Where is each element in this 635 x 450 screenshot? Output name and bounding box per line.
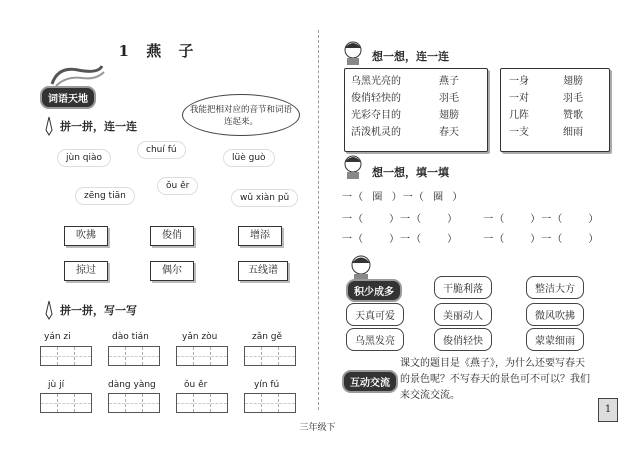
exchange-badge: 互动交流 bbox=[342, 370, 398, 393]
thought-bubble: 我能把相对应的音节和词语连起来。 bbox=[182, 94, 300, 136]
pen-icon bbox=[44, 300, 54, 320]
footer: 三年级下 bbox=[299, 423, 336, 433]
write-pinyin: dàng yàng bbox=[108, 380, 156, 390]
word-box: 增添 bbox=[238, 226, 282, 246]
word-box: 俊俏 bbox=[150, 226, 194, 246]
word-box: 吹拂 bbox=[64, 226, 108, 246]
writing-grid[interactable] bbox=[244, 393, 296, 413]
word-box: 五线谱 bbox=[238, 261, 288, 281]
connect-row: 俊俏轻快的 羽毛 bbox=[351, 93, 459, 104]
pinyin-cloud: wǔ xiàn pǔ bbox=[232, 190, 297, 206]
idiom-card: 干脆利落 bbox=[434, 276, 492, 299]
write-pinyin: dào tián bbox=[112, 332, 149, 342]
idiom-card: 整洁大方 bbox=[526, 276, 584, 299]
pinyin-cloud: zēng tiān bbox=[76, 188, 134, 204]
pen-icon bbox=[44, 116, 54, 136]
word-box: 掠过 bbox=[64, 261, 108, 281]
connect-row: 一对 羽毛 bbox=[509, 93, 583, 104]
idiom-card: 乌黑发亮 bbox=[346, 328, 404, 351]
page-title: 1 燕 子 bbox=[118, 42, 200, 60]
pinyin-cloud: chuí fú bbox=[138, 142, 185, 158]
idiom-card: 微风吹拂 bbox=[526, 303, 584, 326]
connect-row: 乌黑光亮的 燕子 bbox=[351, 76, 459, 87]
writing-grid[interactable] bbox=[244, 346, 296, 366]
writing-grid[interactable] bbox=[176, 346, 228, 366]
write-pinyin: jù jí bbox=[48, 380, 65, 390]
writing-grid[interactable] bbox=[40, 346, 92, 366]
student-icon bbox=[341, 154, 365, 180]
word-box: 偶尔 bbox=[150, 261, 194, 281]
fill-row: 一（ ）一（ ） 一（ ）一（ ） bbox=[342, 214, 600, 225]
pinyin-cloud: jùn qiào bbox=[58, 150, 110, 166]
writing-grid[interactable] bbox=[40, 393, 92, 413]
connect-box-left bbox=[344, 68, 488, 152]
vocab-badge: 词语天地 bbox=[40, 86, 96, 109]
connect-row: 一支 细雨 bbox=[509, 127, 583, 138]
section-think-connect: 想一想，连一连 bbox=[372, 50, 449, 63]
write-pinyin: ǒu ěr bbox=[184, 380, 208, 390]
connect-row: 活泼机灵的 春天 bbox=[351, 127, 459, 138]
pinyin-cloud: lüè guò bbox=[224, 150, 274, 166]
write-pinyin: yín fú bbox=[254, 380, 280, 390]
accumulate-badge: 积少成多 bbox=[346, 279, 402, 302]
idiom-card: 俊俏轻快 bbox=[434, 328, 492, 351]
section-think-fill: 想一想，填一填 bbox=[372, 166, 449, 179]
page-divider bbox=[318, 30, 319, 410]
writing-grid[interactable] bbox=[108, 393, 160, 413]
exchange-text: 课文的题目是《燕子》，为什么还要写春天的景色呢？不写春天的景色可不可以？我们来交流交流。 bbox=[400, 358, 590, 401]
connect-box-right bbox=[500, 68, 610, 152]
connect-row: 几阵 赞歌 bbox=[509, 110, 583, 121]
write-pinyin: yán zi bbox=[44, 332, 71, 342]
connect-row: 光彩夺目的 翅膀 bbox=[351, 110, 459, 121]
write-pinyin: zǎn gě bbox=[252, 332, 283, 342]
student-icon bbox=[346, 254, 376, 280]
fill-row: 一（ 圈 ）一（ 圈 ） bbox=[342, 192, 464, 203]
write-pinyin: yǎn zòu bbox=[182, 332, 218, 342]
writing-grid[interactable] bbox=[176, 393, 228, 413]
idiom-card: 蒙蒙细雨 bbox=[526, 328, 584, 351]
writing-grid[interactable] bbox=[108, 346, 160, 366]
student-icon bbox=[341, 40, 365, 66]
idiom-card: 美丽动人 bbox=[434, 303, 492, 326]
page-number: 1 bbox=[598, 398, 618, 422]
section-pinyin-write: 拼一拼，写一写 bbox=[60, 304, 137, 317]
section-pinyin-connect: 拼一拼，连一连 bbox=[60, 120, 137, 133]
idiom-card: 天真可爱 bbox=[346, 303, 404, 326]
connect-row: 一身 翅膀 bbox=[509, 76, 583, 87]
pinyin-cloud: ǒu ěr bbox=[158, 178, 197, 194]
fill-row: 一（ ）一（ ） 一（ ）一（ ） bbox=[342, 234, 600, 245]
